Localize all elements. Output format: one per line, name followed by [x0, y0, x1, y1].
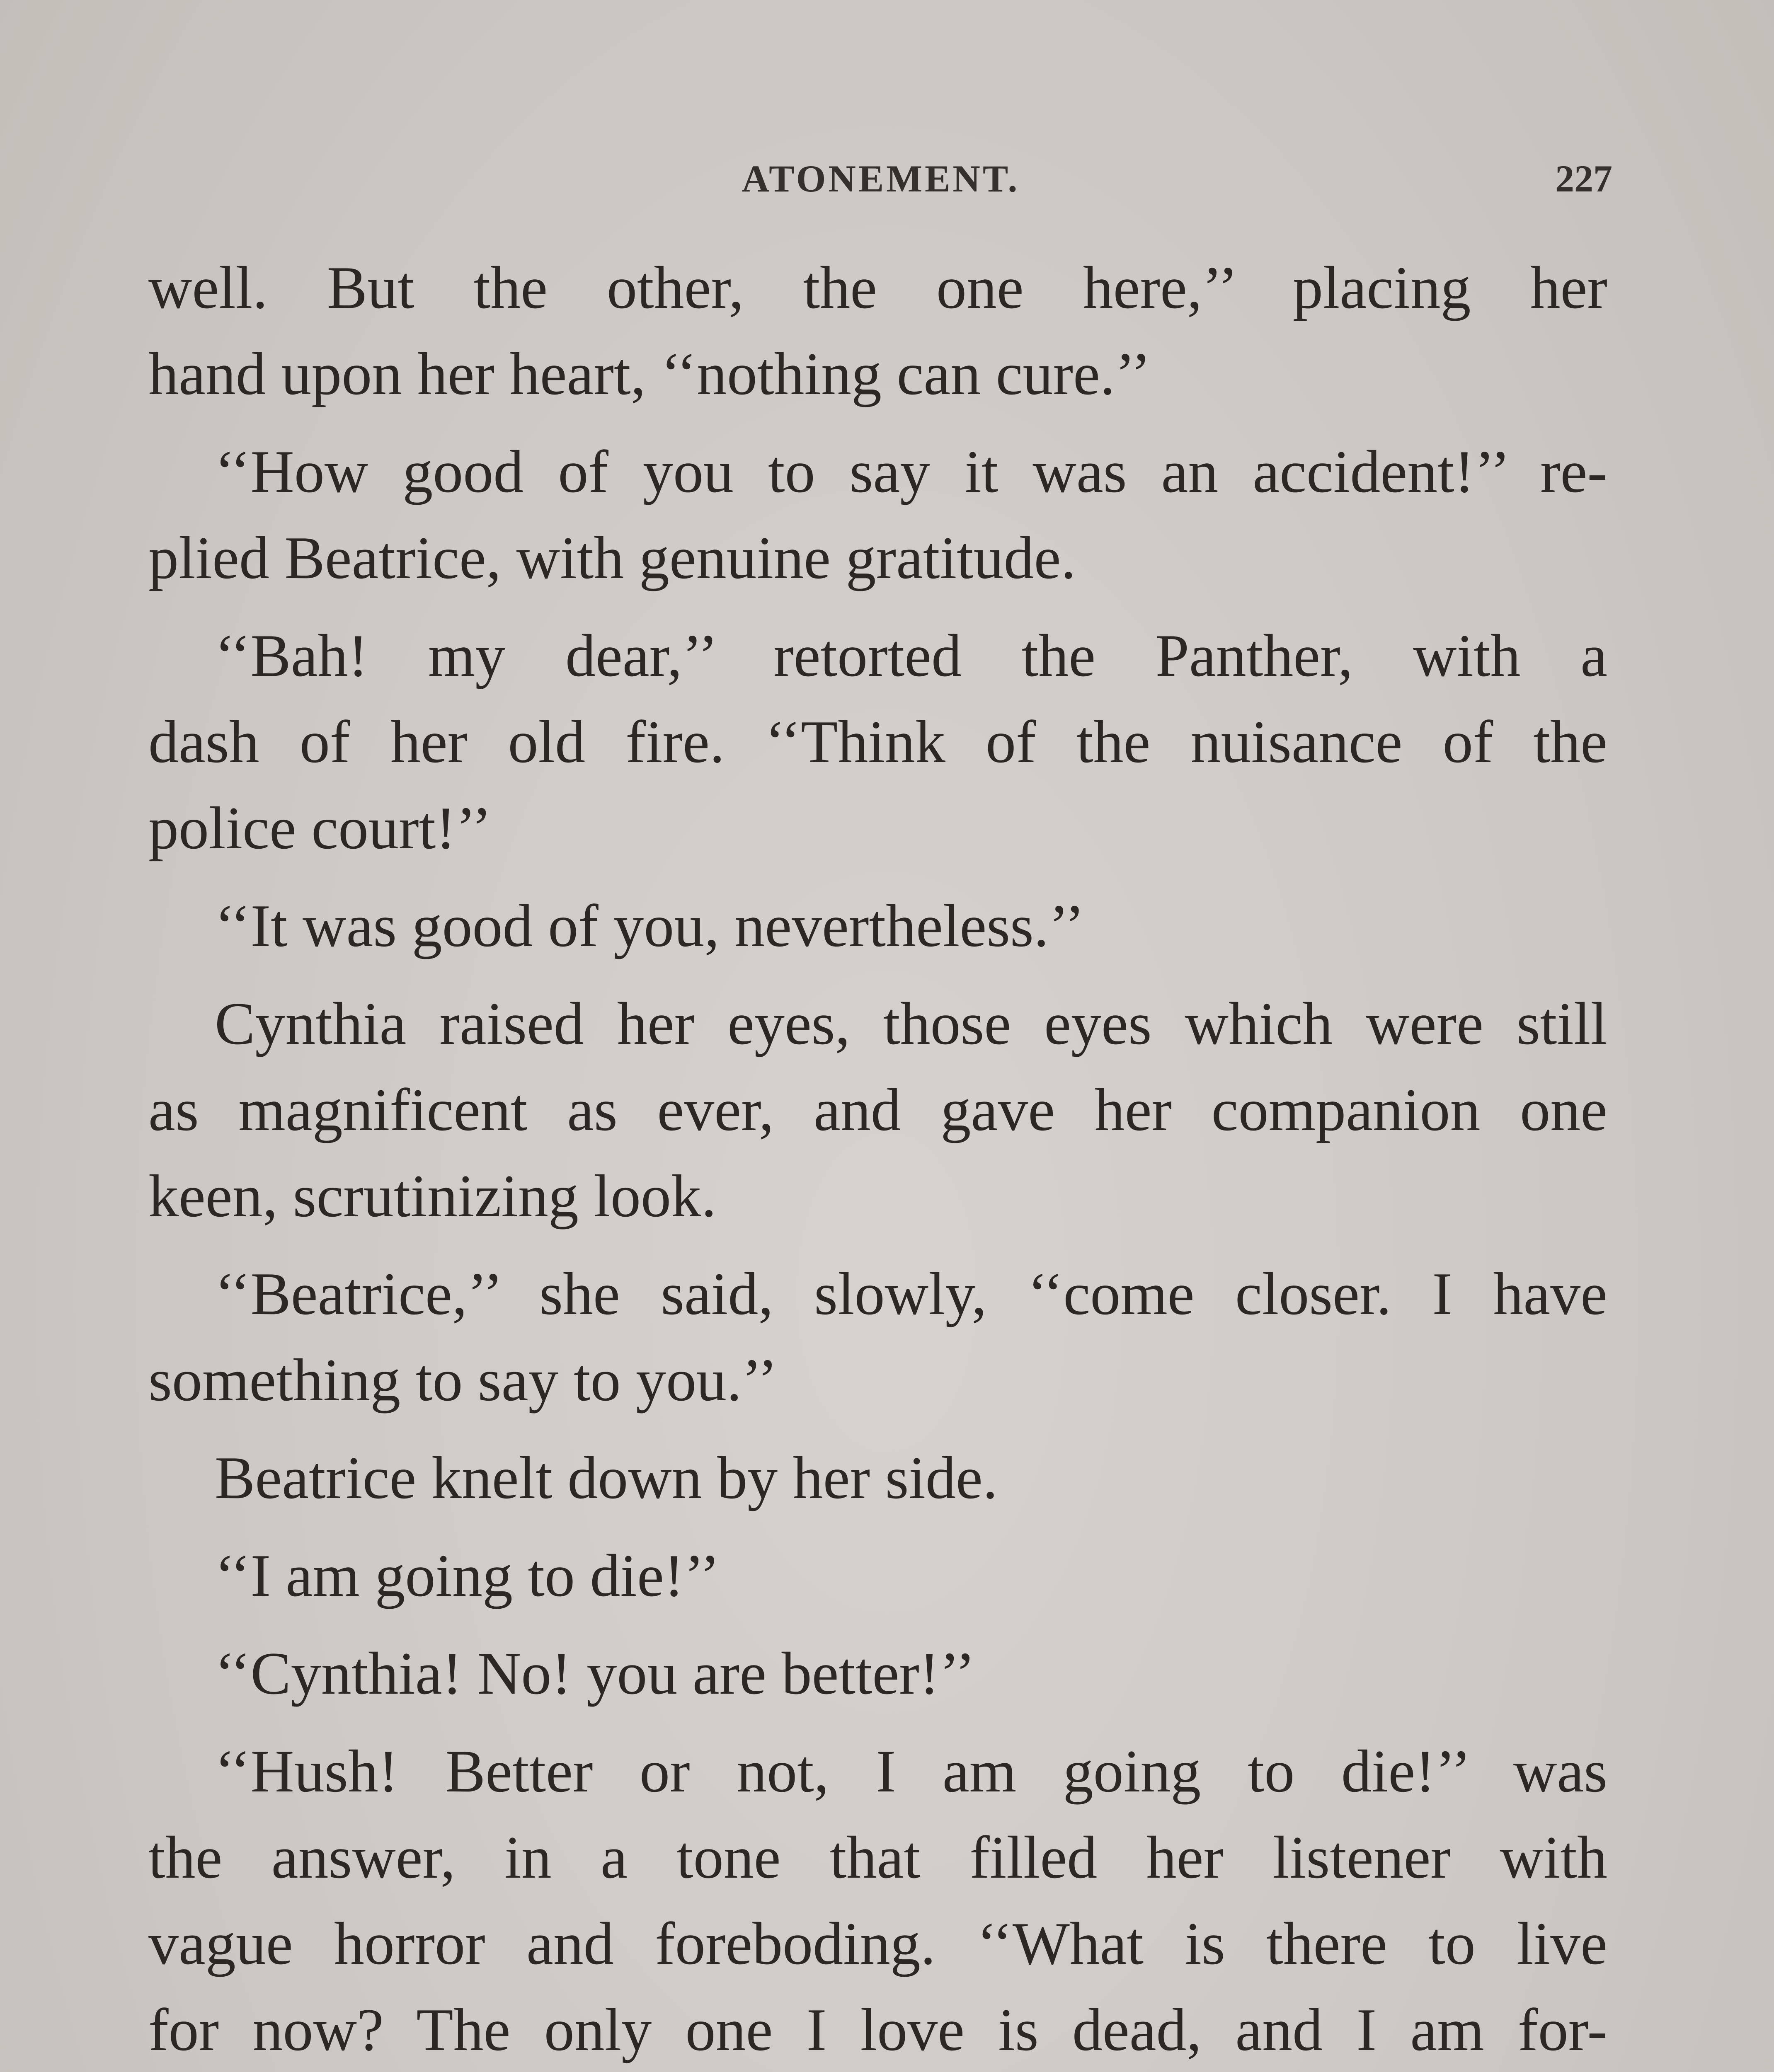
text-line: ‘‘Bah! my dear,’’ retorted the Panther, with a: [215, 622, 1607, 689]
paragraph: [148, 244, 1607, 417]
text-line: ‘‘It was good of you, nevertheless.’’: [215, 892, 1085, 959]
page-number: 227: [1555, 157, 1612, 200]
text-line: something to say to you.’’: [148, 1346, 778, 1414]
text-line: plied Beatrice, with genuine gratitude.: [148, 524, 1076, 591]
text-line: the answer, in a tone that filled her listener with: [148, 1824, 1607, 1891]
body-text: [148, 244, 1607, 2072]
running-title: ATONEMENT.: [742, 157, 1020, 200]
text-line: police court!’’: [148, 794, 492, 862]
page-header: [149, 157, 1612, 206]
paragraph: [148, 612, 1607, 871]
text-line: vague horror and foreboding. ‘‘What is there to live: [148, 1910, 1607, 1977]
text-line: ‘‘Cynthia! No! you are better!’’: [215, 1640, 975, 1707]
text-line: keen, scrutinizing look.: [148, 1162, 717, 1230]
text-line: hand upon her heart, ‘‘nothing can cure.’’: [148, 340, 1151, 407]
text-line: ‘‘How good of you to say it was an accident!’’ re-: [215, 438, 1607, 505]
paragraph: [148, 883, 1607, 969]
text-line: ‘‘Beatrice,’’ she said, slowly, ‘‘come closer. I have: [215, 1260, 1607, 1327]
paragraph: [148, 980, 1607, 1239]
paragraph: [148, 1435, 1607, 1521]
text-line: Beatrice knelt down by her side.: [215, 1444, 998, 1511]
paragraph: [148, 1251, 1607, 1423]
text-line: as magnificent as ever, and gave her companion one: [148, 1076, 1607, 1143]
text-line: dash of her old fire. ‘‘Think of the nuisance of the: [148, 708, 1607, 775]
text-line: ‘‘I am going to die!’’: [215, 1542, 720, 1609]
text-line: Cynthia raised her eyes, those eyes which were still: [215, 990, 1607, 1057]
text-line: well. But the other, the one here,’’ placing her: [148, 254, 1607, 321]
text-line: for now? The only one I love is dead, and I am for-: [148, 1996, 1607, 2063]
paragraph: [148, 428, 1607, 601]
paragraph: [148, 1630, 1607, 1716]
text-line: ‘‘Hush! Better or not, I am going to die!’’ was: [215, 1738, 1607, 1805]
paragraph: [148, 1532, 1607, 1619]
paragraph: [148, 1728, 1607, 2072]
